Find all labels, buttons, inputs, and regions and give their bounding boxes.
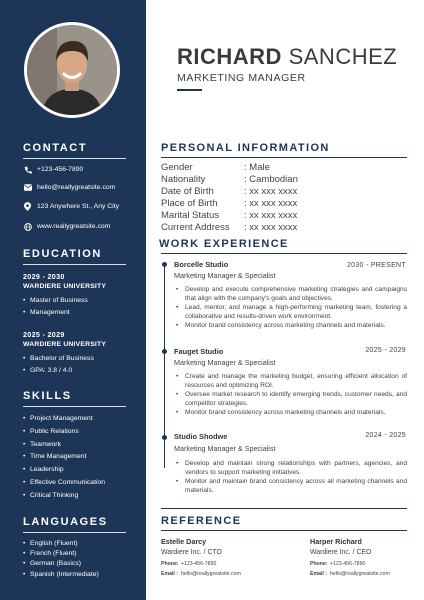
personal-info-label: Place of Birth xyxy=(161,198,218,209)
reference-organization: Wardiere Inc. / CTO xyxy=(161,549,222,556)
timeline-dot xyxy=(162,435,167,440)
personal-info-row xyxy=(161,174,298,185)
first-name: RICHARD xyxy=(177,44,282,69)
reference-email-label: Email : xyxy=(310,571,328,577)
list-item: • Master of Business xyxy=(23,295,88,307)
job-company: Studio Shodwe xyxy=(174,432,228,441)
job-role: MARKETING MANAGER xyxy=(177,72,306,84)
languages-divider xyxy=(23,532,126,533)
personal-info-row xyxy=(161,186,297,197)
skills-list xyxy=(23,413,105,503)
list-item: • Create and manage the marketing budget, ensuring efficient allocation of resources and optimizing ROI. xyxy=(174,373,407,391)
list-item: • Time Management xyxy=(23,451,105,464)
mail-icon xyxy=(23,183,32,192)
skills-title: SKILLS xyxy=(23,390,72,402)
list-item: • English (Fluent) xyxy=(23,539,99,549)
reference-email-value: hello@reallygreatsite.com xyxy=(330,571,390,577)
list-item: • Monitor and maintain brand consistency across all marketing channels and materials. xyxy=(174,478,407,496)
list-item: • Effective Communication xyxy=(23,477,105,490)
timeline-dot xyxy=(162,262,167,267)
full-name xyxy=(177,44,397,70)
job-date: 2024 - 2025 xyxy=(365,432,406,439)
education-school: WARDIERE UNIVERSITY xyxy=(23,341,107,348)
reference-name: Harper Richard xyxy=(310,537,362,546)
personal-info-divider xyxy=(161,157,407,158)
personal-info-row xyxy=(161,222,297,233)
job-date: 2030 - PRESENT xyxy=(346,262,406,269)
personal-info-title: PERSONAL INFORMATION xyxy=(161,142,330,154)
list-item: • Monitor brand consistency across marketing channels and materials. xyxy=(174,409,407,418)
job-date: 2025 - 2029 xyxy=(365,347,406,354)
list-item: • Oversee market research to identify emerging trends, customer needs, and competitor strategies. xyxy=(174,391,407,409)
reference-phone[interactable] xyxy=(161,561,216,567)
languages-title: LANGUAGES xyxy=(23,516,108,528)
personal-info-row xyxy=(161,198,297,209)
reference-phone-label: Phone: xyxy=(161,561,179,567)
work-experience-title: WORK EXPERIENCE xyxy=(159,238,289,250)
personal-info-label: Date of Birth xyxy=(161,186,214,197)
reference-title: REFERENCE xyxy=(161,515,242,527)
contact-title: CONTACT xyxy=(23,142,88,154)
personal-info-row xyxy=(161,162,270,173)
list-item: • Spanish (Intermediate) xyxy=(23,570,99,580)
job-bullets xyxy=(174,460,407,496)
reference-divider xyxy=(161,530,407,531)
list-item: • German (Basics) xyxy=(23,559,99,569)
list-item: • GPA: 3.8 / 4.0 xyxy=(23,365,94,377)
profile-photo xyxy=(24,22,120,118)
reference-email[interactable] xyxy=(161,571,241,577)
contact-email-text: hello@reallygreatsite.com xyxy=(37,184,116,191)
list-item: • Develop and maintain strong relationships with partners, agencies, and vendors to support marketing initiatives. xyxy=(174,460,407,478)
list-item: • Monitor brand consistency across marketing channels and materials. xyxy=(174,322,407,331)
personal-info-label: Nationality xyxy=(161,174,206,185)
globe-icon xyxy=(23,222,32,231)
timeline-dot xyxy=(162,349,167,354)
personal-info-label: Gender xyxy=(161,162,193,173)
list-item: • French (Fluent) xyxy=(23,549,99,559)
personal-info-value: : xx xxx xxxx xyxy=(244,198,298,209)
education-school: WARDIERE UNIVERSITY xyxy=(23,283,107,290)
reference-top-divider xyxy=(161,508,407,509)
reference-phone-value: +123-456-7890 xyxy=(181,561,217,567)
list-item: • Public Relations xyxy=(23,426,105,439)
reference-phone-label: Phone: xyxy=(310,561,328,567)
reference-phone[interactable] xyxy=(310,561,365,567)
personal-info-value: : xx xxx xxxx xyxy=(244,186,298,197)
list-item: • Develop and execute comprehensive marketing strategies and campaigns that align with the company's goals and objectives. xyxy=(174,286,407,304)
reference-phone-value: +123-456-7890 xyxy=(330,561,366,567)
education-title: EDUCATION xyxy=(23,248,102,260)
personal-info-value: : xx xxx xxxx xyxy=(244,210,298,221)
location-pin-icon xyxy=(23,202,32,211)
job-bullets xyxy=(174,286,407,331)
reference-email-label: Email : xyxy=(161,571,179,577)
list-item: • Project Management xyxy=(23,413,105,426)
list-item: • Bachelor of Business xyxy=(23,353,94,365)
reference-email-value: hello@reallygreatsite.com xyxy=(181,571,241,577)
list-item: • Leadership xyxy=(23,464,105,477)
education-divider xyxy=(23,264,126,265)
contact-phone[interactable] xyxy=(23,165,83,174)
list-item: • Teamwork xyxy=(23,439,105,452)
list-item: • Critical Thinking xyxy=(23,490,105,503)
sidebar xyxy=(0,0,146,600)
reference-organization: Wardiere Inc. / CEO xyxy=(310,549,372,556)
personal-info-value: : Cambodian xyxy=(244,174,298,185)
languages-list xyxy=(23,539,99,580)
list-item: • Lead, mentor, and manage a high-performing marketing team, fostering a collaborative and results-driven work environment. xyxy=(174,304,407,322)
contact-website[interactable] xyxy=(23,222,110,231)
contact-address-text: 123 Anywhere St., Any City xyxy=(37,203,119,210)
job-company: Fauget Studio xyxy=(174,347,224,356)
personal-info-label: Current Address xyxy=(161,222,230,233)
contact-phone-text: +123-456-7890 xyxy=(37,166,84,173)
work-experience-divider xyxy=(161,253,407,254)
education-details xyxy=(23,295,88,318)
contact-email[interactable] xyxy=(23,183,115,192)
job-position: Marketing Manager & Specialist xyxy=(174,444,276,453)
job-company: Borcelle Studio xyxy=(174,260,229,269)
education-years: 2025 - 2029 xyxy=(23,330,65,339)
contact-website-text: www.reallygreatsite.com xyxy=(37,223,111,230)
job-bullets xyxy=(174,373,407,418)
job-position: Marketing Manager & Specialist xyxy=(174,358,276,367)
contact-divider xyxy=(23,158,126,159)
personal-info-value: : xx xxx xxxx xyxy=(244,222,298,233)
education-years: 2029 - 2030 xyxy=(23,272,65,281)
last-name: SANCHEZ xyxy=(288,44,398,69)
reference-email[interactable] xyxy=(310,571,390,577)
personal-info-row xyxy=(161,210,297,221)
phone-icon xyxy=(23,165,32,174)
personal-info-value: : Male xyxy=(244,162,270,173)
education-details xyxy=(23,353,94,376)
list-item: • Management xyxy=(23,307,88,319)
role-underline xyxy=(177,89,202,91)
skills-divider xyxy=(23,406,126,407)
job-position: Marketing Manager & Specialist xyxy=(174,271,276,280)
personal-info-label: Marital Status xyxy=(161,210,220,221)
contact-address[interactable] xyxy=(23,202,119,211)
reference-name: Estelle Darcy xyxy=(161,537,207,546)
